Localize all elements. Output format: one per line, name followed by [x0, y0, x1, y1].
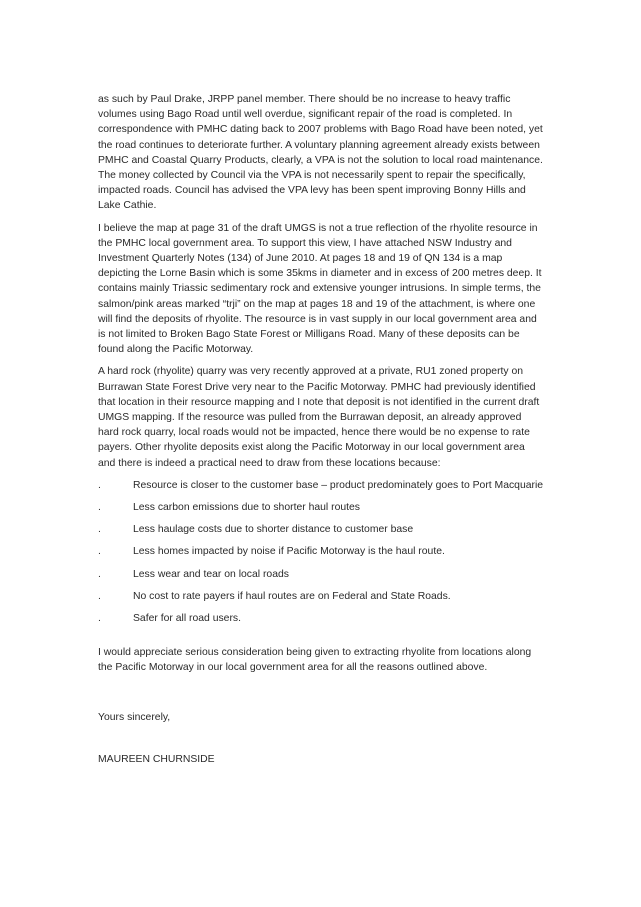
- bullet-mark: .: [98, 502, 101, 514]
- list-item: [98, 500, 544, 515]
- signature-name: MAUREEN CHURNSIDE: [98, 753, 215, 765]
- spacer: [98, 683, 544, 710]
- paragraph-conclusion: I would appreciate serious consideration being given to extracting rhyolite from locations along the Pacific Motorway in our local government area for all the reasons outlined above.: [98, 647, 532, 674]
- list-item-text: Less homes impacted by noise if Pacific Motorway is the haul route.: [133, 546, 445, 558]
- list-item: [98, 522, 544, 537]
- list-item: [98, 478, 544, 493]
- list-item: [98, 611, 544, 626]
- spacer: [98, 725, 544, 752]
- list-item: [98, 567, 544, 582]
- list-item-text: Less haulage costs due to shorter distance to customer base: [133, 524, 414, 536]
- list-item-text: Safer for all road users.: [133, 613, 241, 624]
- list-item: [98, 589, 544, 604]
- letter-body: [98, 92, 544, 767]
- list-item-text: Less carbon emissions due to shorter haul routes: [133, 502, 360, 514]
- list-item: [98, 544, 544, 559]
- reasons-list: [98, 478, 544, 626]
- bullet-mark: .: [98, 546, 101, 558]
- closing-salutation: Yours sincerely,: [98, 711, 171, 723]
- paragraph-bago-road: as such by Paul Drake, JRPP panel member. There should be no increase to heavy traffic volumes using Bago Road until well overdue, significant repair of the road is completed. In correspondence with PMHC dating back to 2007 problems with Bago Road have been noted, yet the road continues to deteriorate further. A voluntary planning agreement already exists between PMHC and Coastal Quarry Products, clearly, a VPA is not the solution to local road maintenance. The money collected by Council via the VPA is not necessarily spent to repair the specifically, impacted roads. Council has advised the VPA levy has been spent improving Bonny Hills and Lake Cathie.: [98, 94, 543, 212]
- paragraph-burrawan-quarry: A hard rock (rhyolite) quarry was very recently approved at a private, RU1 zoned property on Burrawan State Forest Drive very near to the Pacific Motorway. PMHC had previously identified that location in their resource mapping and I note that deposit is not identified in the current draft UMGS mapping. If the resource was pulled from the Burrawan deposit, an already approved hard rock quarry, local roads would not be impacted, hence there would be no expense to rate payers. Other rhyolite deposits exist along the Pacific Motorway in our local government area and there is indeed a practical need to draw from these locations because:: [98, 366, 540, 469]
- list-item-text: Resource is closer to the customer base – product predominately goes to Port Macquarie: [133, 479, 544, 491]
- list-item-text: Less wear and tear on local roads: [133, 568, 289, 580]
- bullet-mark: .: [98, 590, 101, 602]
- list-item-text: No cost to rate payers if haul routes are on Federal and State Roads.: [133, 590, 451, 602]
- spacer: [98, 633, 544, 645]
- bullet-mark: .: [98, 479, 101, 491]
- bullet-mark: .: [98, 568, 101, 580]
- bullet-mark: .: [98, 613, 101, 624]
- bullet-mark: .: [98, 524, 101, 536]
- paragraph-umgs-map: I believe the map at page 31 of the draft UMGS is not a true reflection of the rhyolite resource in the PMHC local government area. To support this view, I have attached NSW Industry and Investment Quarterly Notes (134) of June 2010. At pages 18 and 19 of QN 134 is a map depicting the Lorne Basin which is some 35kms in diameter and in excess of 200 metres deep. It contains mainly Triassic sedimentary rock and extensive younger intrusions. In simple terms, the salmon/pink areas marked “trji” on the map at pages 18 and 19 of the attachment, is where one will find the deposits of rhyolite. The resource is in vast supply in our local government area and is not limited to Broken Bago State Forest or Milligans Road. Many of these deposits can be found along the Pacific Motorway.: [98, 222, 542, 356]
